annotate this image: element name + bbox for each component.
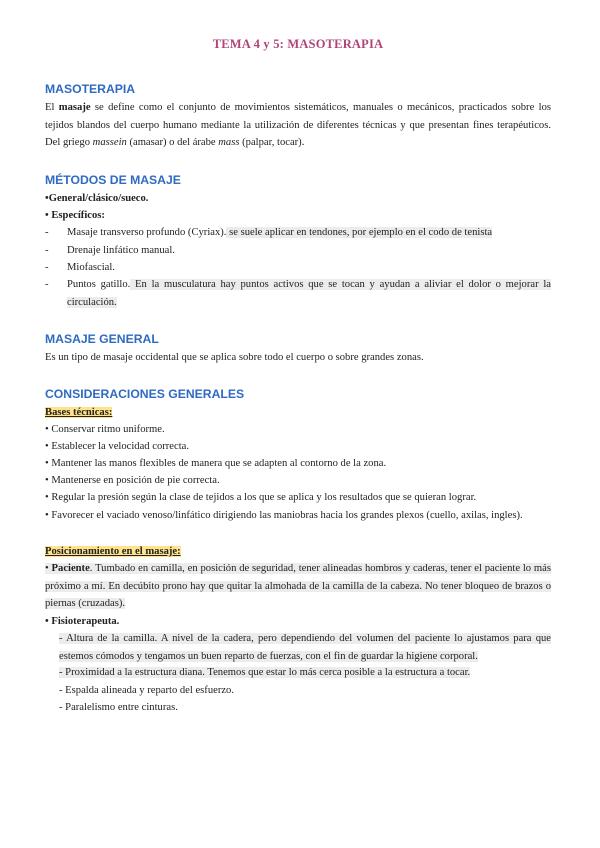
bases-item: • Establecer la velocidad correcta. <box>45 441 189 452</box>
method-item: - Drenaje linfático manual. <box>45 245 175 256</box>
subheading-posicionamiento: Posicionamiento en el masaje: <box>45 546 181 557</box>
method-item: - Miofascial. <box>45 262 115 273</box>
method-item: Puntos gatillo. En la musculatura hay puntos activos que se tocan y ayudan a aliviar el dolor o mejorar la circulación. <box>67 279 551 308</box>
fisio-item: - Paralelismo entre cinturas. <box>59 702 178 713</box>
subheading-bases-tecnicas: Bases técnicas: <box>45 407 113 418</box>
method-item: - Masaje transverso profundo (Cyriax). se suele aplicar en tendones, por ejemplo en el codo de tenista <box>45 227 493 238</box>
masaje-general-paragraph: Es un tipo de masaje occidental que se aplica sobre todo el cuerpo o sobre grandes zonas. <box>45 352 424 363</box>
masoterapia-paragraph: El masaje se define como el conjunto de movimientos sistemáticos, manuales o mecánicos, practicados sobre los tejidos blandos del cuerpo humano mediante la utilización de diferentes técnicas y que presentan fines terapéuticos. Del griego massein (amasar) o del árabe mass (palpar, tocar). <box>45 102 551 149</box>
heading-masaje-general: MASAJE GENERAL <box>45 332 159 346</box>
paciente-paragraph: • Paciente. Tumbado en camilla, en posición de seguridad, tener alineadas hombros y caderas, tener el paciente lo más próximo a mí. En decúbito prono hay que quitar la almohada de la camilla de la cabeza. No tener bloqueo de brazos o piernas (cruzadas). <box>45 563 551 610</box>
heading-consideraciones: CONSIDERACIONES GENERALES <box>45 387 245 401</box>
method-especificos: • Específicos: <box>45 210 105 221</box>
method-item-dash: - <box>45 279 49 290</box>
bases-item: • Mantenerse en posición de pie correcta. <box>45 475 220 486</box>
fisio-item: - Proximidad a la estructura diana. Tenemos que estar lo más cerca posible a la estructura a tocar. <box>59 667 471 678</box>
bases-item: • Regular la presión según la clase de tejidos a los que se aplica y los resultados que se quieran lograr. <box>45 492 477 503</box>
heading-metodos: MÉTODOS DE MASAJE <box>45 173 181 187</box>
heading-masoterapia: MASOTERAPIA <box>45 82 136 96</box>
fisio-item: - Espalda alineada y reparto del esfuerzo. <box>59 685 235 696</box>
fisio-item: - Altura de la camilla. A nivel de la cadera, pero dependiendo del volumen del paciente lo ajustamos para que estemos cómodos y tengamos un buen reparto de fuerzas, con el fin de guardar la higiene corporal. <box>59 633 551 662</box>
fisioterapeuta-label: • Fisioterapeuta. <box>45 616 120 627</box>
bases-item: • Favorecer el vaciado venoso/linfático dirigiendo las maniobras hacia los grandes plexos (cuello, axilas, ingles). <box>45 510 523 521</box>
bases-item: • Mantener las manos flexibles de manera que se adapten al contorno de la zona. <box>45 458 387 469</box>
method-general: •General/clásico/sueco. <box>45 193 149 204</box>
bases-item: • Conservar ritmo uniforme. <box>45 424 165 435</box>
document-title: TEMA 4 y 5: MASOTERAPIA <box>212 37 384 51</box>
